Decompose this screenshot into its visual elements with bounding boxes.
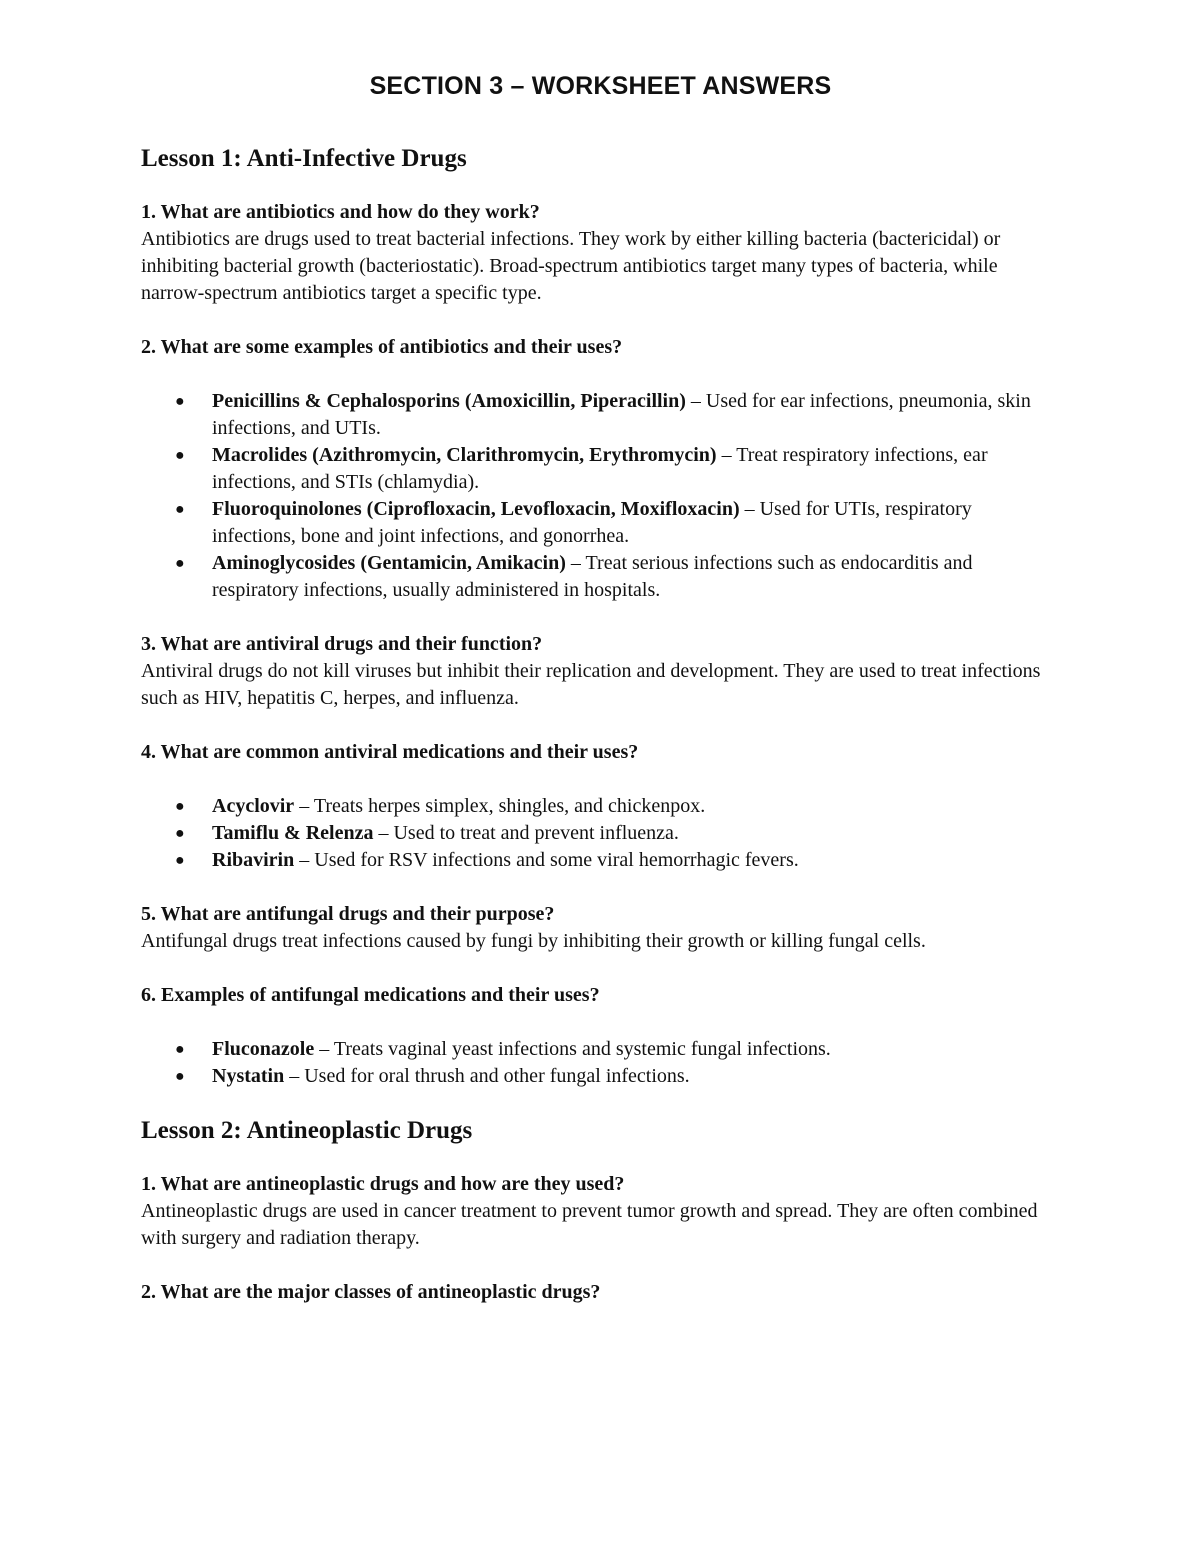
bullet-icon: ● (175, 1068, 185, 1085)
question-block (141, 631, 1060, 712)
question: 1. What are antibiotics and how do they work? (141, 201, 540, 223)
bullet-list (141, 388, 1060, 604)
drug-description: – Used for UTIs, respiratory infections, bone and joint infections, and gonorrhea. (212, 498, 972, 547)
drug-term: Fluoroquinolones (Ciprofloxacin, Levofloxacin, Moxifloxacin) (212, 498, 740, 520)
drug-term: Aminoglycosides (Gentamicin, Amikacin) (212, 552, 566, 574)
bullet-icon: ● (175, 555, 185, 572)
drug-term: Tamiflu & Relenza (212, 822, 374, 844)
bullet-list (141, 1036, 1060, 1090)
bullet-icon: ● (175, 1041, 185, 1058)
list-item (175, 1036, 1060, 1063)
question-block (141, 982, 1060, 1090)
drug-term: Ribavirin (212, 849, 295, 871)
list-item (175, 388, 1060, 442)
bullet-icon: ● (175, 447, 185, 464)
question-block (141, 334, 1060, 604)
drug-term: Acyclovir (212, 795, 295, 817)
lesson-heading: Lesson 2: Antineoplastic Drugs (141, 1117, 473, 1144)
drug-description: – Used for RSV infections and some viral hemorrhagic fevers. (294, 849, 799, 871)
question: 4. What are common antiviral medications and their uses? (141, 741, 639, 763)
drug-description: – Used to treat and prevent influenza. (373, 822, 679, 844)
lesson-heading: Lesson 1: Anti-Infective Drugs (141, 145, 467, 172)
list-item (175, 550, 1060, 604)
drug-description: – Treat respiratory infections, ear infections, and STIs (chlamydia). (212, 444, 988, 493)
drug-term: Penicillins & Cephalosporins (Amoxicillin, Piperacillin) (212, 390, 686, 412)
answer: Antineoplastic drugs are used in cancer treatment to prevent tumor growth and spread. They are often combined with surgery and radiation therapy. (141, 1200, 1038, 1249)
list-item (175, 793, 1060, 820)
drug-description: – Used for oral thrush and other fungal infections. (284, 1065, 690, 1087)
list-item (175, 847, 1060, 874)
list-item (175, 496, 1060, 550)
list-item (175, 1063, 1060, 1090)
question: 3. What are antiviral drugs and their function? (141, 633, 543, 655)
bullet-icon: ● (175, 852, 185, 869)
lesson-1 (141, 145, 1060, 1090)
drug-description: – Treat serious infections such as endocarditis and respiratory infections, usually administered in hospitals. (212, 552, 973, 601)
question: 2. What are some examples of antibiotics and their uses? (141, 336, 623, 358)
drug-term: Fluconazole (212, 1038, 315, 1060)
bullet-icon: ● (175, 798, 185, 815)
drug-description: – Treats herpes simplex, shingles, and chickenpox. (294, 795, 706, 817)
drug-term: Macrolides (Azithromycin, Clarithromycin, Erythromycin) (212, 444, 717, 466)
question: 2. What are the major classes of antineoplastic drugs? (141, 1281, 601, 1303)
answer: Antibiotics are drugs used to treat bacterial infections. They work by either killing bacteria (bactericidal) or inhibiting bacterial growth (bacteriostatic). Broad-spectrum antibiotics target many types of bacteria, while narrow-spectrum antibiotics target a specific type. (141, 228, 1001, 304)
drug-term: Nystatin (212, 1065, 285, 1087)
question-block (141, 901, 1060, 955)
question: 6. Examples of antifungal medications and their uses? (141, 984, 600, 1006)
document-title: SECTION 3 – WORKSHEET ANSWERS (369, 72, 832, 100)
bullet-icon: ● (175, 393, 185, 410)
question-block (141, 1171, 1060, 1252)
question: 1. What are antineoplastic drugs and how are they used? (141, 1173, 625, 1195)
question: 5. What are antifungal drugs and their purpose? (141, 903, 555, 925)
list-item (175, 442, 1060, 496)
list-item (175, 820, 1060, 847)
question-block (141, 739, 1060, 874)
lesson-2 (141, 1117, 1060, 1306)
bullet-icon: ● (175, 825, 185, 842)
answer: Antiviral drugs do not kill viruses but inhibit their replication and development. They are used to treat infections such as HIV, hepatitis C, herpes, and influenza. (141, 660, 1041, 709)
bullet-list (141, 793, 1060, 874)
question-block (141, 199, 1060, 307)
drug-description: – Treats vaginal yeast infections and systemic fungal infections. (314, 1038, 831, 1060)
bullet-icon: ● (175, 501, 185, 518)
drug-description: – Used for ear infections, pneumonia, skin infections, and UTIs. (212, 390, 1031, 439)
question-block (141, 1279, 1060, 1306)
answer: Antifungal drugs treat infections caused by fungi by inhibiting their growth or killing fungal cells. (141, 930, 926, 952)
